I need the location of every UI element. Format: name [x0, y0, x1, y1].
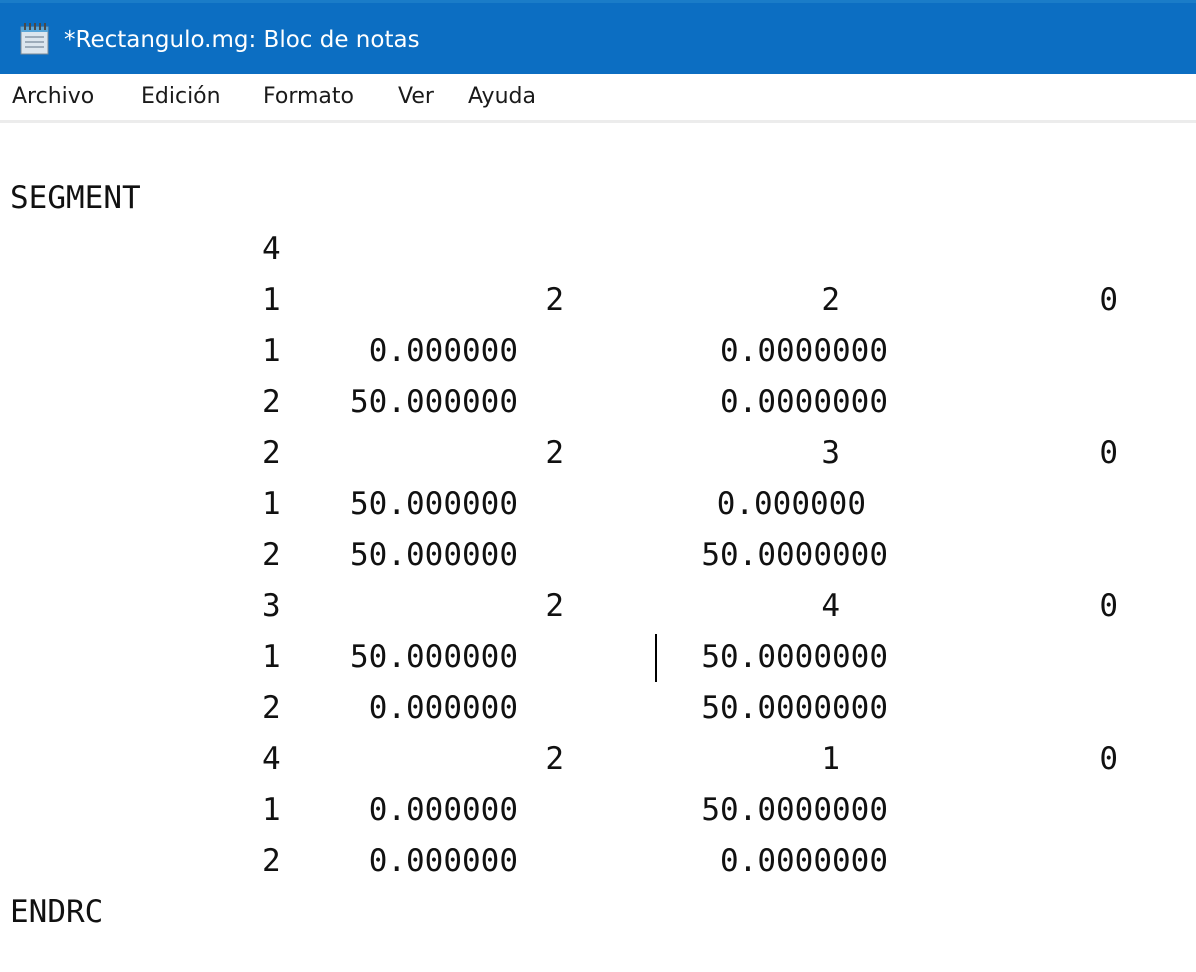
point-x: 0.000000	[368, 333, 518, 369]
menu-archivo[interactable]: Archivo	[12, 84, 95, 109]
section-header: SEGMENT	[10, 180, 141, 216]
menu-formato[interactable]: Formato	[263, 84, 354, 109]
point-row	[0, 683, 1196, 734]
point-index: 1	[262, 792, 281, 828]
point-y: 0.000000	[716, 486, 866, 522]
segment-id: 2	[262, 435, 281, 471]
point-row	[0, 632, 1196, 683]
point-x: 0.000000	[368, 843, 518, 879]
text-line	[0, 224, 1196, 275]
segment-row	[0, 275, 1196, 326]
segment-id: 1	[262, 282, 281, 318]
point-row	[0, 377, 1196, 428]
segment-value: 2	[545, 435, 564, 471]
point-index: 2	[262, 537, 281, 573]
segment-row	[0, 581, 1196, 632]
menu-bar	[0, 74, 1196, 123]
segment-count: 4	[262, 231, 281, 267]
point-index: 2	[262, 384, 281, 420]
point-index: 2	[262, 690, 281, 726]
point-x: 50.000000	[350, 384, 518, 420]
menu-ayuda[interactable]: Ayuda	[468, 84, 536, 109]
segment-value: 4	[821, 588, 840, 624]
segment-value: 2	[545, 588, 564, 624]
section-footer: ENDRC	[10, 894, 104, 930]
segment-value: 3	[821, 435, 840, 471]
segment-value: 0	[1099, 588, 1118, 624]
segment-value: 1	[821, 741, 840, 777]
segment-value: 2	[545, 282, 564, 318]
segment-value: 0	[1099, 282, 1118, 318]
text-editor[interactable]	[0, 123, 1196, 972]
menu-edicion[interactable]: Edición	[141, 84, 221, 109]
point-x: 0.000000	[368, 690, 518, 726]
point-y: 50.0000000	[701, 690, 888, 726]
text-line	[0, 887, 1196, 938]
segment-value: 0	[1099, 741, 1118, 777]
window-title: *Rectangulo.mg: Bloc de notas	[64, 27, 420, 53]
title-bar-accent	[0, 0, 1196, 3]
title-bar[interactable]	[0, 0, 1196, 74]
point-row	[0, 836, 1196, 887]
segment-id: 3	[262, 588, 281, 624]
point-index: 1	[262, 486, 281, 522]
text-line	[0, 173, 1196, 224]
point-y: 0.0000000	[720, 384, 888, 420]
menu-ver[interactable]: Ver	[398, 84, 434, 109]
point-row	[0, 326, 1196, 377]
point-x: 50.000000	[350, 486, 518, 522]
point-y: 50.0000000	[701, 639, 888, 675]
segment-value: 2	[545, 741, 564, 777]
point-row	[0, 530, 1196, 581]
segment-id: 4	[262, 741, 281, 777]
segment-value: 2	[821, 282, 840, 318]
point-y: 0.0000000	[720, 843, 888, 879]
point-index: 1	[262, 333, 281, 369]
segment-row	[0, 734, 1196, 785]
segment-row	[0, 428, 1196, 479]
point-row	[0, 479, 1196, 530]
segment-value: 0	[1099, 435, 1118, 471]
point-x: 50.000000	[350, 639, 518, 675]
point-x: 50.000000	[350, 537, 518, 573]
point-x: 0.000000	[368, 792, 518, 828]
notepad-icon	[20, 23, 49, 55]
point-row	[0, 785, 1196, 836]
point-y: 0.0000000	[720, 333, 888, 369]
point-index: 2	[262, 843, 281, 879]
point-y: 50.0000000	[701, 792, 888, 828]
point-index: 1	[262, 639, 281, 675]
point-y: 50.0000000	[701, 537, 888, 573]
